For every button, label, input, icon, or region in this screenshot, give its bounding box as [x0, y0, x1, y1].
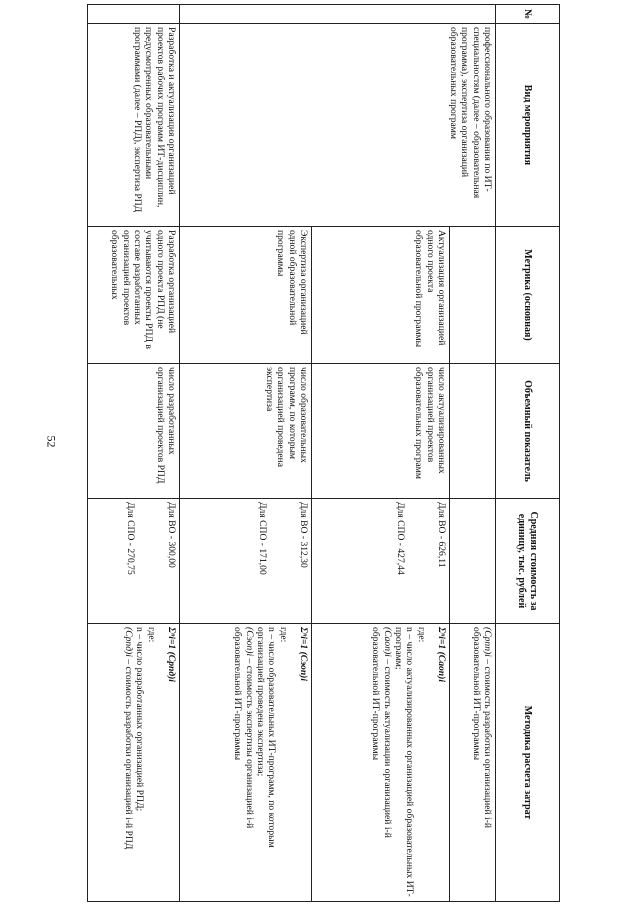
- cell-metric: [450, 227, 496, 364]
- formula: (Cрпп)i: [482, 627, 493, 657]
- cell-cost: [312, 499, 450, 624]
- method-text: – стоимость разработки организацией i-й образовательной ИТ-программы: [470, 627, 493, 829]
- n-text: n – число разработанных организацией РПД;: [134, 627, 146, 812]
- cost-table: [87, 4, 560, 902]
- cell-method: [312, 624, 450, 902]
- header-activity: Вид мероприятия: [496, 24, 560, 227]
- cell-activity: Разработка и актуализация организацией проектов рабочих программ ИТ-дисциплин, предусмотренных образовательными программами (далее – РПД), экспертиза РПД: [88, 24, 180, 227]
- cell-metric: Экспертиза организацией одной образовательной программы: [180, 227, 312, 364]
- cell-method: [88, 624, 180, 902]
- cost-spo: Для СПО - 427,44: [394, 502, 406, 575]
- cost-spo: Для СПО - 171,00: [256, 502, 268, 575]
- where-label: где:: [145, 627, 157, 643]
- cell-metric: Разработка организацией одного проекта РПД (не учитываются проекты РПД в составе разработанных организацией проектов образовательных: [88, 227, 180, 364]
- cell-volume: число разработанных организацией проектов РПД: [88, 364, 180, 499]
- header-row: [496, 5, 560, 902]
- formula: (Cэоп)i: [243, 627, 255, 657]
- header-metric: Метрика (основная): [496, 227, 560, 364]
- cell-num: [180, 5, 496, 24]
- cost-vo: Для ВО - 300,00: [166, 502, 177, 568]
- cell-volume: [450, 364, 496, 499]
- rotated-sheet: [88, 4, 560, 901]
- formula: (Cрпд)i: [123, 627, 135, 657]
- cell-cost: [88, 499, 180, 624]
- cell-volume: число образовательных программ, по которым организацией проведена экспертиза: [180, 364, 312, 499]
- sum-formula: Σⁿi=1 (Cэоп)i: [298, 627, 309, 682]
- sum-formula: Σⁿi=1 (Cрпд)i: [166, 627, 177, 682]
- header-num: №: [496, 5, 560, 24]
- cell-activity: профессионального образования по ИТ-специальностям (далее – образовательная программа), экспертиза организаций образовательных программ: [180, 24, 496, 227]
- method-text: – стоимость экспертизы организацией i-й образовательной ИТ-программы: [232, 627, 255, 829]
- cell-method: [180, 624, 312, 902]
- where-label: где:: [415, 627, 427, 643]
- n-text: n – число образовательных ИТ-программ, по которым организацией проведена экспертиза;: [255, 627, 278, 848]
- cell-cost: [180, 499, 312, 624]
- formula: (Cаоп)i: [381, 627, 393, 657]
- header-cost: Средняя стоимость за единицу, тыс. рублей: [496, 499, 560, 624]
- method-text: – стоимость актуализации организацией i-й образовательной ИТ-программы: [370, 627, 393, 838]
- table-row: [450, 5, 496, 902]
- page-number: 52: [44, 435, 59, 448]
- n-text: n – число актуализированных организацией образовательных ИТ-программ;: [393, 627, 416, 897]
- cell-cost: [450, 499, 496, 624]
- cell-method: [450, 624, 496, 902]
- where-label: где:: [277, 627, 289, 643]
- header-volume: Объемный показатель: [496, 364, 560, 499]
- sum-formula: Σⁿi=1 (Cаоп)i: [436, 627, 447, 682]
- cost-vo: Для ВО - 626,11: [436, 502, 447, 568]
- cost-vo: Для ВО - 312,30: [298, 502, 309, 568]
- table-row: [88, 5, 180, 902]
- method-text: – стоимость разработки организацией i-й РПД: [123, 656, 135, 850]
- cell-volume: число актуализированных организацией проектов образовательных программ: [312, 364, 450, 499]
- cell-num: [88, 5, 180, 24]
- cell-metric: Актуализация организацией одного проекта образовательной программы: [312, 227, 450, 364]
- header-method: Методика расчета затрат: [496, 624, 560, 902]
- cost-spo: Для СПО - 270,75: [124, 502, 136, 575]
